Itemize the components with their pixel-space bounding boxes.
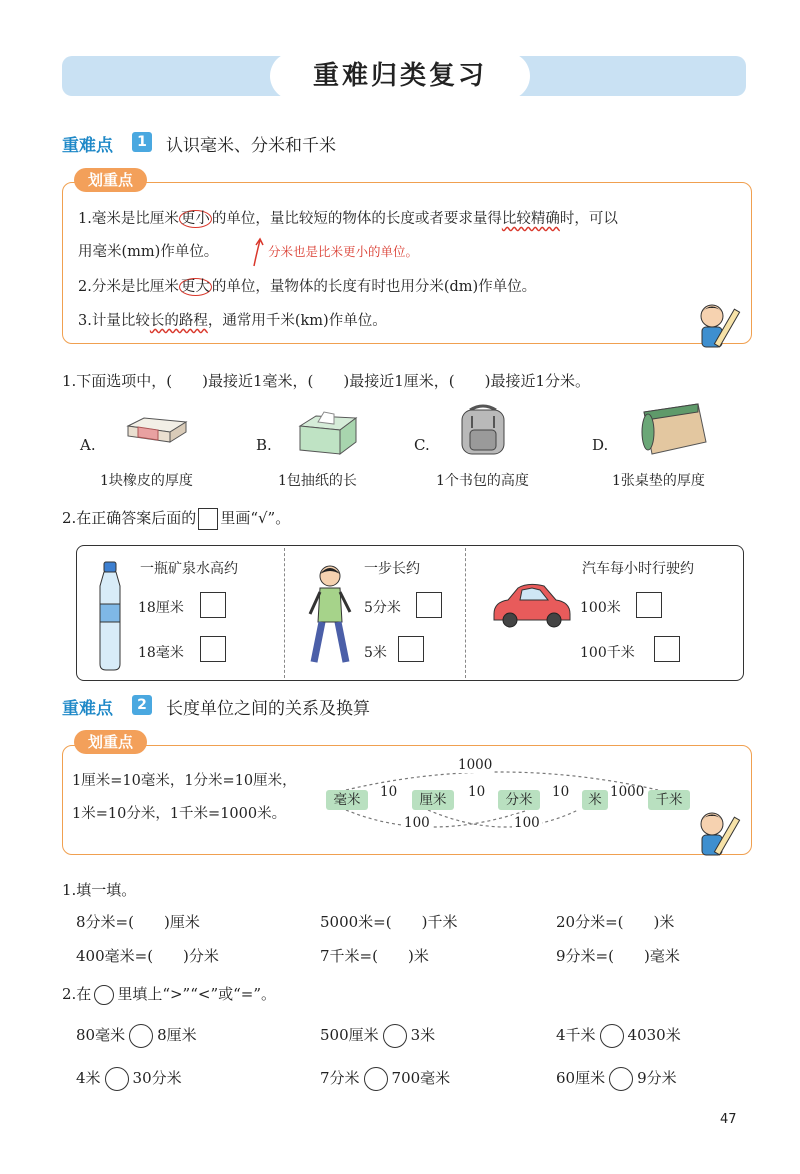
compare-circle[interactable] — [383, 1024, 407, 1048]
eraser-icon — [124, 412, 190, 448]
handwritten-note: 分米也是比米更小的单位。 — [268, 244, 419, 259]
tissue-box-icon — [294, 408, 360, 458]
compare-item — [320, 1067, 450, 1091]
checkbox[interactable] — [416, 592, 442, 618]
compare-circle[interactable] — [129, 1024, 153, 1048]
walking-boy-icon — [300, 562, 360, 670]
text: 的单位，量比较短的物体的长度或者要求量得 — [211, 211, 502, 227]
underlined-text: 比较精确 — [501, 211, 560, 227]
text: 里填上“>”“<”或“=”。 — [117, 985, 277, 1003]
text: 9分米 — [637, 1069, 677, 1087]
compare-item — [556, 1024, 681, 1048]
section-label: 重难点 — [62, 136, 113, 156]
desk-mat-icon — [638, 402, 708, 458]
section-label: 重难点 — [62, 699, 113, 719]
compare-circle[interactable] — [364, 1067, 388, 1091]
choice-label: 5分米 — [364, 600, 401, 616]
text: 4030米 — [627, 1026, 681, 1044]
ratio-label: 1000 — [610, 784, 645, 800]
compare-circle[interactable] — [609, 1067, 633, 1091]
text: 里画“√”。 — [220, 509, 291, 527]
arc-label: 100 — [404, 815, 430, 831]
checkbox[interactable] — [636, 592, 662, 618]
section-title: 长度单位之间的关系及换算 — [166, 699, 370, 719]
option-letter: D. — [592, 436, 609, 454]
unit-tag: 千米 — [648, 790, 690, 810]
option-caption: 1包抽纸的长 — [278, 473, 357, 489]
compare-item — [556, 1067, 677, 1091]
checkbox-square[interactable] — [654, 636, 680, 662]
choice-label: 5米 — [364, 645, 387, 661]
cell-heading: 汽车每小时行驶约 — [582, 561, 694, 577]
key-points-tag: 划重点 — [74, 730, 147, 754]
cell-heading: 一瓶矿泉水高约 — [140, 561, 238, 577]
fill-item[interactable]: 20分米=( )米 — [556, 913, 675, 931]
mascot-icon — [688, 806, 744, 862]
circle-sample — [94, 985, 114, 1005]
checkbox[interactable] — [200, 592, 226, 618]
backpack-icon — [456, 402, 510, 458]
fill-item[interactable]: 9分米=( )毫米 — [556, 947, 680, 965]
choice-label: 100米 — [580, 600, 621, 616]
choice-label: 18厘米 — [138, 600, 184, 616]
section-number: 2 — [132, 695, 152, 715]
key-points-tag: 划重点 — [74, 168, 147, 192]
unit-tag: 分米 — [498, 790, 540, 810]
divider — [465, 548, 466, 678]
fill-item[interactable]: 8分米=( )厘米 — [76, 913, 200, 931]
water-bottle-icon — [90, 560, 130, 672]
option-letter: C. — [414, 436, 430, 454]
question-compare — [62, 983, 276, 1005]
ratio-label: 10 — [552, 784, 570, 800]
ratio-label: 10 — [468, 784, 486, 800]
checkbox[interactable] — [654, 636, 680, 662]
note-arrow — [250, 236, 270, 268]
unit-tag: 毫米 — [326, 790, 368, 810]
compare-item — [76, 1024, 197, 1048]
compare-item — [320, 1024, 435, 1048]
question-fill: 1.填一填。 — [62, 881, 137, 899]
text: 3.计量比较 — [78, 313, 150, 329]
fill-item[interactable]: 7千米=( )米 — [320, 947, 429, 965]
compare-circle[interactable] — [105, 1067, 129, 1091]
text: 7分米 — [320, 1069, 360, 1087]
checkbox[interactable] — [398, 636, 424, 662]
text: 8厘米 — [157, 1026, 197, 1044]
text: 80毫米 — [76, 1026, 126, 1044]
checkbox-square[interactable] — [398, 636, 424, 662]
text: 4米 — [76, 1069, 101, 1087]
choice-label: 100千米 — [580, 645, 635, 661]
option-letter: B. — [256, 436, 272, 454]
mascot-icon — [688, 298, 744, 354]
text: 3米 — [410, 1026, 436, 1044]
compare-circle[interactable] — [600, 1024, 624, 1048]
arc-label: 1000 — [458, 757, 493, 773]
question-1: 1.下面选项中，( )最接近1毫米，( )最接近1厘米，( )最接近1分米。 — [62, 372, 591, 390]
text: ，通常用千米(km)作单位。 — [207, 313, 387, 329]
text: 30分米 — [132, 1069, 182, 1087]
text: 500厘米 — [320, 1026, 379, 1044]
option-letter: A. — [80, 436, 96, 454]
text: 2.分米是比厘米 — [78, 279, 179, 295]
cell-heading: 一步长约 — [364, 561, 420, 577]
fill-item[interactable]: 5000米=( )千米 — [320, 913, 458, 931]
circled-text: 更小 — [180, 211, 210, 227]
text: 2.在正确答案后面的 — [62, 509, 197, 527]
text: 60厘米 — [556, 1069, 606, 1087]
text: 的单位，量物体的长度有时也用分米(dm)作单位。 — [211, 279, 537, 295]
circled-text: 更大 — [180, 279, 210, 295]
text: 2.在 — [62, 985, 92, 1003]
checkbox-square[interactable] — [636, 592, 662, 618]
checkbox[interactable] — [200, 636, 226, 662]
compare-item — [76, 1067, 182, 1091]
fill-item[interactable]: 400毫米=( )分米 — [76, 947, 219, 965]
text: 1.毫米是比厘米 — [78, 211, 179, 227]
checkbox-square[interactable] — [416, 592, 442, 618]
option-caption: 1张桌垫的厚度 — [612, 473, 705, 489]
question-2 — [62, 507, 290, 530]
conversion-line-1: 1厘米=10毫米，1分米=10厘米， — [72, 773, 297, 789]
section-number: 1 — [132, 132, 152, 152]
key-point-3 — [78, 309, 387, 330]
key-point-1 — [78, 207, 618, 228]
ratio-label: 10 — [380, 784, 398, 800]
unit-tag: 米 — [582, 790, 608, 810]
page-number: 47 — [720, 1112, 737, 1127]
checkbox-square[interactable] — [200, 592, 226, 618]
choice-label: 18毫米 — [138, 645, 184, 661]
page-title: 重难归类复习 — [270, 52, 530, 100]
car-icon — [488, 580, 574, 632]
checkbox-square[interactable] — [200, 636, 226, 662]
option-caption: 1个书包的高度 — [436, 473, 529, 489]
arc-label: 100 — [514, 815, 540, 831]
key-point-2 — [78, 275, 536, 296]
text: 时，可以 — [559, 211, 618, 227]
key-point-1-cont: 用毫米(mm)作单位。 — [78, 244, 219, 260]
conversion-line-2: 1米=10分米，1千米=1000米。 — [72, 806, 287, 822]
underlined-text: 长的路程 — [149, 313, 208, 329]
divider — [284, 548, 285, 678]
text: 700毫米 — [391, 1069, 451, 1087]
unit-tag: 厘米 — [412, 790, 454, 810]
option-caption: 1块橡皮的厚度 — [100, 473, 193, 489]
text: 4千米 — [556, 1026, 596, 1044]
answer-box-sample — [198, 508, 218, 530]
section-title: 认识毫米、分米和千米 — [166, 136, 336, 156]
